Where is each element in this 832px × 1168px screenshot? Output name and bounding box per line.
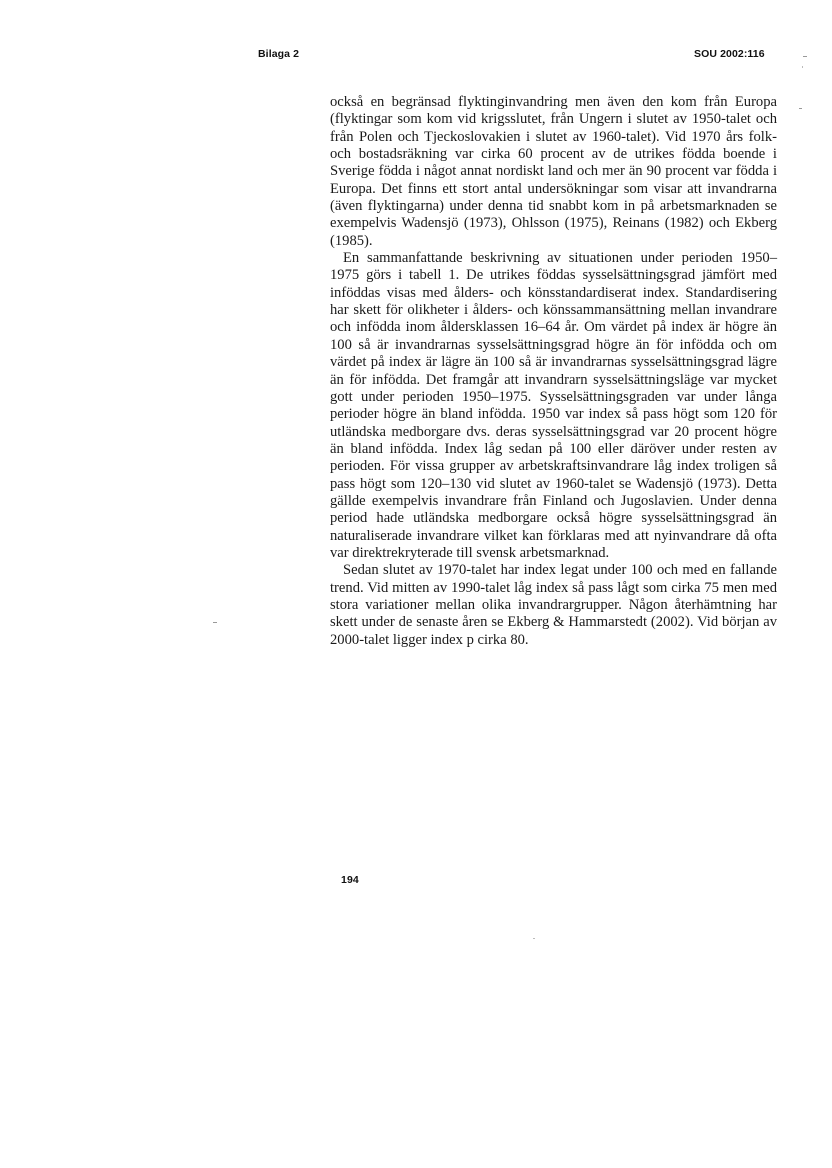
- running-header-left: Bilaga 2: [258, 48, 300, 60]
- paragraph-continuation: också en begränsad flyktinginvandring men även den kom från Europa (flyktingar som kom vid krigsslutet, från Ungern i slutet av 1950-talet och från Polen och Tjeckoslovakien i slutet av 1960-talet). Vid 1970 års folk- och bostadsräkning var cirka 60 procent av de utrikes födda boende i Sverige födda i något annat nordiskt land och mer än 90 procent var födda i Europa. Det finns ett stort antal undersökningar som visar att invandrarna (även flyktingarna) under denna tid snabbt kom in på arbetsmarknaden se exempelvis Wadensjö (1973), Ohlsson (1975), Reinans (1982) och Ekberg (1985).: [330, 94, 777, 249]
- scan-speck: [803, 56, 807, 57]
- scan-speck: [533, 938, 535, 939]
- page-number: 194: [341, 874, 359, 886]
- paragraph-since-1970s: Sedan slutet av 1970-talet har index legat under 100 och med en fallande trend. Vid mitten av 1990-talet låg index så pass lågt som cirka 75 men med stora variationer mellan olika invandrargrupper. Någon återhämtning har skett under de senaste åren se Ekberg & Hammarstedt (2002). Vid början av 2000-talet ligger index p cirka 80.: [330, 562, 777, 648]
- scan-speck: [802, 66, 803, 68]
- paragraph-summary-1950-1975: En sammanfattande beskrivning av situationen under perioden 1950–1975 görs i tabell 1. De utrikes föddas sysselsättningsgrad jämfört med inföddas visas med ålders- och könsstandardiserat index. Standardisering har skett för olikheter i ålders- och könssammansättning mellan invandrare och infödda inom åldersklassen 16–64 år. Om värdet på index är högre än 100 så är invandrarnas sysselsättningsgrad högre än för infödda och om värdet på index är lägre än 100 så är invandrarnas sysselsättningsgrad lägre än för infödda. Det framgår att invandrarn sysselsättningsläge var mycket gott under perioden 1950–1975. Sysselsättningsgraden var under långa perioder högre än bland infödda. 1950 var index så pass högt som 120 för utländska medborgare dvs. deras sysselsättningsgrad var 20 procent högre än bland infödda. Index låg sedan på 100 eller däröver under resten av perioden. För vissa grupper av arbetskraftsinvandrare låg index troligen så pass högt som 120–130 vid slutet av 1960-talet se Wadensjö (1973). Detta gällde exempelvis invandrare från Finland och Jugoslavien. Under denna period hade utländska medborgare också högre sysselsättningsgrad än naturaliserade invandrare vilket kan förklaras med att nyinvandrare då ofta var direktrekryterade till svensk arbetsmarknad.: [330, 250, 777, 561]
- scan-speck: [799, 108, 802, 109]
- running-header-right: SOU 2002:116: [694, 48, 765, 60]
- body-text: [330, 94, 777, 649]
- scan-speck: [213, 622, 217, 623]
